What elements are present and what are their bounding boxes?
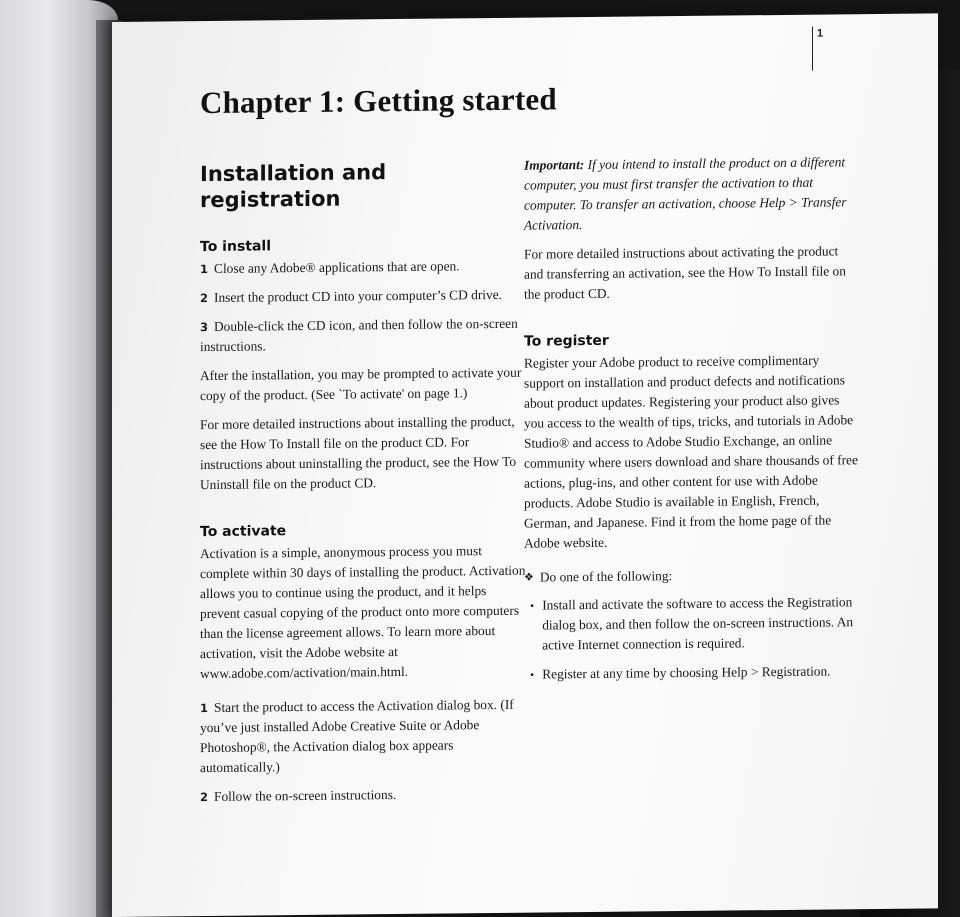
step-text: Follow the on-screen instructions. (214, 787, 397, 804)
install-heading: To install (200, 238, 272, 256)
activate-step (200, 784, 526, 807)
activate-heading: To activate (200, 523, 287, 541)
chapter-title: Chapter 1: Getting started (200, 81, 557, 121)
install-step (200, 256, 526, 279)
register-options-list (524, 592, 860, 685)
left-column (200, 158, 526, 816)
step-number: 3 (200, 319, 209, 335)
step-number: 1 (200, 700, 209, 716)
diamond-bullet-icon: ❖ (524, 571, 534, 584)
step-number: 2 (200, 789, 209, 805)
install-step (200, 314, 526, 357)
important-note (524, 152, 860, 236)
page-number: 1 (812, 27, 823, 71)
register-heading: To register (524, 332, 609, 350)
procedure-lead-text: Do one of the following: (539, 568, 673, 585)
step-text: Start the product to access the Activation dialog box. (If you’ve just installed Adobe Creative Suite or Adobe Photoshop®, the Activation dialog box appears automatically.) (200, 696, 514, 776)
procedure-lead (524, 564, 860, 588)
section-title: Installation and registration (200, 160, 387, 213)
install-paragraph: For more detailed instructions about installing the product, see the How To Install file on the product CD. For instructions about uninstalling the product, see the How To Uninstall file on the product CD. (200, 413, 517, 493)
list-item-text: Register at any time by choosing Help > Registration. (542, 663, 831, 682)
step-text: Close any Adobe® applications that are open. (214, 258, 460, 276)
step-number: 1 (200, 261, 209, 277)
important-label: Important: (524, 157, 585, 173)
list-item (530, 592, 860, 655)
step-text: Double-click the CD icon, and then follow the on-screen instructions. (200, 315, 518, 355)
important-text: If you intend to install the product on a different computer, you must first transfer the activation to that computer. To transfer an activation, choose Help > Transfer Activation. (524, 154, 847, 233)
step-number: 2 (200, 290, 209, 306)
register-paragraph: Register your Adobe product to receive complimentary support on installation and product defects and notifications about product updates. Registering your product also gives you access to the wealth of tips, tricks, and tutorials in Adobe Studio® and access to Adobe Studio Exchange, an online community where users download and share thousands of free actions, plug-ins, and other content for use with Adobe products. Adobe Studio is available in English, French, German, and Japanese. Find it from the home page of the Adobe website. (524, 352, 858, 551)
step-text: Insert the product CD into your computer’s CD drive. (214, 286, 502, 305)
install-paragraph: After the installation, you may be prompted to activate your copy of the product. (See `To activate' on page 1.) (200, 364, 522, 404)
install-step (200, 285, 526, 308)
bullet-dot-icon: • (530, 598, 535, 613)
bullet-dot-icon: • (530, 667, 535, 682)
activate-step (200, 695, 526, 778)
right-column (524, 152, 860, 694)
list-item (530, 661, 860, 684)
list-item-text: Install and activate the software to access the Registration dialog box, and then follow the on-screen instructions. An active Internet connection is required. (542, 594, 854, 653)
activate-paragraph: Activation is a simple, anonymous process you must complete within 30 days of installing the product. Activation allows you to continue using the product, and it helps prevent casual copying of the product onto more computers than the license agreement allows. To learn more about activation, visit the Adobe website at www.adobe.com/activation/main.html. (200, 543, 526, 682)
activation-more-paragraph: For more detailed instructions about activating the product and transferring an activation, see the How To Install file on the product CD. (524, 243, 846, 302)
book-page (112, 13, 938, 917)
